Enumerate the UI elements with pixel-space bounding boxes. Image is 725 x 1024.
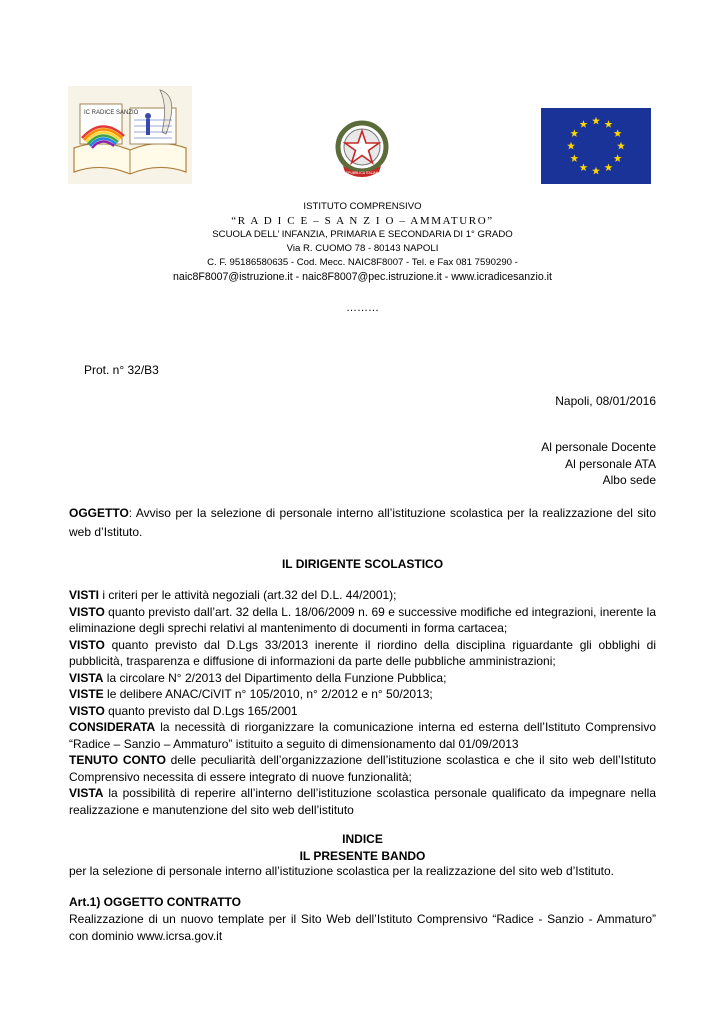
art1-text: Realizzazione di un nuovo template per il Sito Web dell’Istituto Comprensivo “Radice - Sanzio - Ammaturo” con dominio www.icrsa.gov.it <box>69 912 656 943</box>
consideration-item <box>69 785 656 818</box>
eu-star-icon <box>570 154 578 162</box>
school-codes: C. F. 95186580635 - Cod. Mecc. NAIC8F8007 - Tel. e Fax 081 7590290 - <box>207 257 518 268</box>
eu-star-icon <box>580 120 588 128</box>
eu-star-icon <box>617 142 625 150</box>
emblem-icon <box>331 118 393 180</box>
recipient-docente: Al personale Docente <box>541 440 656 454</box>
eu-star-icon <box>567 142 575 150</box>
logo-text: IC RADICE SANZIO <box>84 110 139 116</box>
eu-star-icon <box>570 129 578 137</box>
recipient-ata: Al personale ATA <box>565 456 656 471</box>
institute-label: ISTITUTO COMPRENSIVO <box>303 201 422 212</box>
bando-text: per la selezione di personale interno all’istituzione scolastica per la realizzazione del sito web d’Istituto. <box>69 864 614 878</box>
school-logo <box>68 86 192 184</box>
dirigente-heading: IL DIRIGENTE SCOLASTICO <box>281 557 444 571</box>
consideration-label: VISTA <box>69 786 104 800</box>
eu-flag-icon <box>541 108 651 184</box>
consideration-label: VISTO <box>69 637 105 652</box>
consideration-item <box>69 703 656 720</box>
consideration-item <box>69 752 656 785</box>
school-type: SCUOLA DELL’ INFANZIA, PRIMARIA E SECONDARIA DI 1° GRADO <box>212 229 513 240</box>
consideration-text: i criteri per le attività negoziali (art.32 del D.L. 44/2001); <box>99 588 397 602</box>
institute-header <box>0 200 725 284</box>
consideration-text: la possibilità di reperire all’interno dell’istituzione scolastica personale qualificato da impegnare nella realizzazione e manutenzione del sito web dell’istituto <box>69 786 656 817</box>
place-date: Napoli, 08/01/2016 <box>555 394 656 408</box>
subject <box>69 504 656 542</box>
consideration-label: VISTO <box>69 604 105 619</box>
consideration-text: delle peculiarità dell’organizzazione dell’istituzione scolastica e che il sito web dell’Istituto Comprensivo necessita di essere integrato di nuove funzionalità; <box>69 753 656 784</box>
consideration-label: TENUTO CONTO <box>69 753 166 767</box>
school-contacts: naic8F8007@istruzione.it - naic8F8007@pec.istruzione.it - www.icradicesanzio.it <box>173 271 552 283</box>
consideration-item <box>69 637 656 670</box>
eu-star-icon <box>614 129 622 137</box>
consideration-label: VISTE <box>69 687 104 701</box>
consideration-text: quanto previsto dal D.Lgs 165/2001 <box>104 703 298 718</box>
school-address: Via R. CUOMO 78 - 80143 NAPOLI <box>286 243 439 254</box>
eu-star-icon <box>605 120 613 128</box>
art1-heading: Art.1) OGGETTO CONTRATTO <box>69 895 242 909</box>
protocol-number: Prot. n° 32/B3 <box>84 363 159 377</box>
consideration-item <box>69 686 656 703</box>
bando-heading: IL PRESENTE BANDO <box>299 848 426 863</box>
considerations <box>69 587 656 818</box>
consideration-item <box>69 587 656 604</box>
school-name: “R A D I C E – S A N Z I O – AMMATURO” <box>231 215 494 227</box>
subject-text: : Avviso per la selezione di personale interno all’istituzione scolastica per la realizzazione del sito web d’Istituto. <box>69 506 656 539</box>
eu-star-icon <box>605 163 613 171</box>
consideration-label: VISTO <box>69 703 105 718</box>
indice-heading: INDICE <box>342 832 383 846</box>
emblem-text: REPUBBLICA ITALIANA <box>343 171 381 175</box>
eu-star-icon <box>614 154 622 162</box>
italian-republic-emblem <box>331 118 393 180</box>
art1-title <box>69 894 656 911</box>
header-separator: ……… <box>346 302 379 314</box>
consideration-item <box>69 719 656 752</box>
consideration-text: le delibere ANAC/CiVIT n° 105/2010, n° 2/2012 e n° 50/2013; <box>103 687 433 701</box>
consideration-label: CONSIDERATA <box>69 720 156 734</box>
consideration-text: quanto previsto dal D.Lgs 33/2013 inerente il riordino della disciplina riguardante gli obblighi di pubblicità, trasparenza e diffusione di informazioni da parte delle pubbliche amministrazioni; <box>69 637 656 668</box>
subject-label: OGGETTO <box>69 506 129 520</box>
consideration-label: VISTI <box>69 588 100 602</box>
eu-star-icon <box>592 167 600 175</box>
eu-star-icon <box>580 163 588 171</box>
recipient-albo: Albo sede <box>602 473 656 487</box>
consideration-text: la circolare N° 2/2013 del Dipartimento della Funzione Pubblica; <box>103 670 447 685</box>
eu-star-icon <box>592 117 600 125</box>
consideration-item <box>69 604 656 637</box>
dirigente-title <box>69 556 656 573</box>
consideration-item <box>69 670 656 687</box>
book-logo-icon <box>68 86 192 184</box>
recipients <box>69 439 656 489</box>
consideration-text: quanto previsto dall’art. 32 della L. 18/06/2009 n. 69 e successive modifiche ed integrazioni, inerente la eliminazione degli sprechi relativi al mantenimento di documenti in forma cartacea; <box>69 604 656 635</box>
consideration-text: la necessità di riorganizzare la comunicazione interna ed esterna dell’Istituto Comprensivo “Radice – Sanzio – Ammaturo” istituito a seguito di dimensionamento dal 01/09/2013 <box>69 720 656 751</box>
consideration-label: VISTA <box>69 670 104 685</box>
eu-flag <box>541 108 651 184</box>
indice-section <box>69 831 656 864</box>
